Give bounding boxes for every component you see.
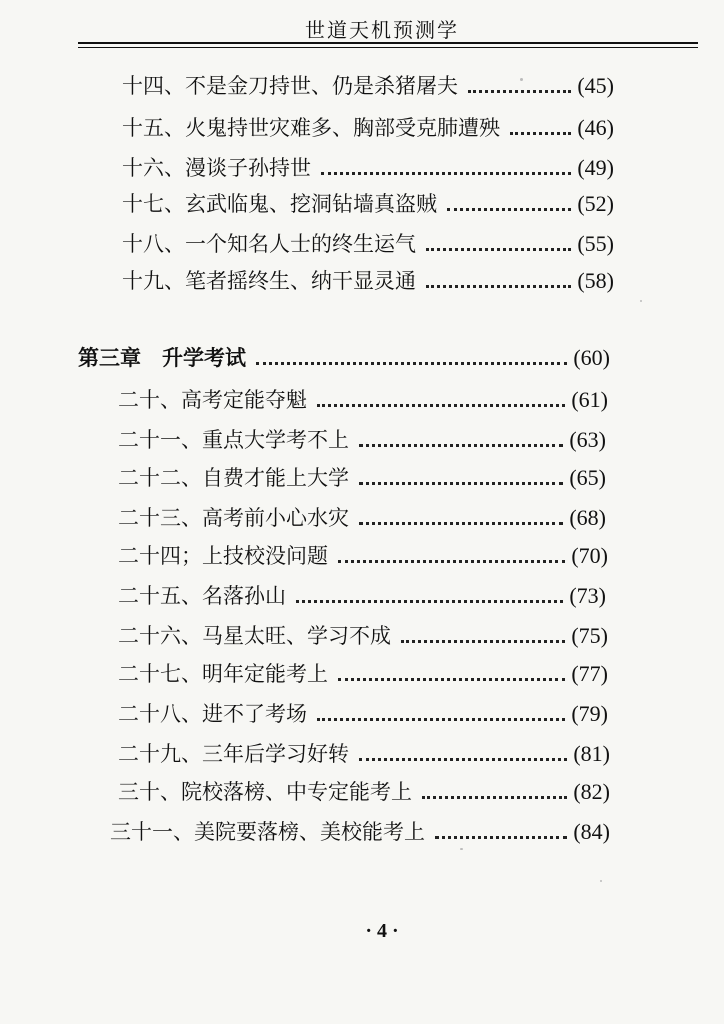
toc-entry-title: 二十二、自费才能上大学 <box>118 466 349 490</box>
toc-entry-page: (77) <box>571 661 608 686</box>
toc-entry-title: 二十五、名落孙山 <box>118 584 286 608</box>
dot-leader <box>426 248 571 251</box>
toc-entry-page: (63) <box>569 427 606 452</box>
scan-speck <box>520 78 523 81</box>
toc-entry-page: (81) <box>573 741 610 766</box>
toc-entry <box>118 776 610 806</box>
dot-leader <box>359 522 563 525</box>
header-rule-thick <box>78 42 698 44</box>
toc-entry-title: 二十四；上技校没问题 <box>118 544 328 568</box>
toc-entry-page: (61) <box>571 387 608 412</box>
scan-speck <box>600 880 602 882</box>
toc-entry-page: (65) <box>569 465 606 490</box>
toc-entry-page: (75) <box>571 623 608 648</box>
dot-leader <box>338 678 565 681</box>
toc-entry <box>118 580 606 610</box>
dot-leader <box>317 718 565 721</box>
toc-entry-page: (45) <box>577 73 614 98</box>
toc-entry <box>122 112 614 142</box>
toc-entry <box>118 620 608 650</box>
dot-leader <box>401 640 565 643</box>
toc-entry-title: 十九、笔者摇终生、纳干显灵通 <box>122 269 416 293</box>
toc-entry-page: (52) <box>577 191 614 216</box>
dot-leader <box>338 560 565 563</box>
toc-entry-title: 二十一、重点大学考不上 <box>118 428 349 452</box>
dot-leader <box>510 132 571 135</box>
dot-leader <box>359 482 563 485</box>
dot-leader <box>435 836 567 839</box>
dot-leader <box>321 172 571 175</box>
dot-leader <box>359 444 563 447</box>
toc-entry <box>118 384 608 414</box>
dot-leader <box>422 796 567 799</box>
toc-entry-title: 三十、院校落榜、中专定能考上 <box>118 780 412 804</box>
toc-entry <box>122 265 614 295</box>
toc-entry-title: 二十七、明年定能考上 <box>118 662 328 686</box>
toc-entry-page: (58) <box>577 268 614 293</box>
dot-leader <box>426 285 571 288</box>
toc-entry-page: (70) <box>571 543 608 568</box>
toc-entry-page: (84) <box>573 819 610 844</box>
toc-entry-page: (55) <box>577 231 614 256</box>
toc-entry-page: (49) <box>577 155 614 180</box>
dot-leader <box>296 600 563 603</box>
toc-entry-page: (82) <box>573 779 610 804</box>
toc-entry-page: (68) <box>569 505 606 530</box>
chapter-heading <box>78 342 610 372</box>
toc-entry-title: 二十六、马星太旺、学习不成 <box>118 624 391 648</box>
toc-entry-title: 十七、玄武临鬼、挖洞钻墙真盗贼 <box>122 192 437 216</box>
toc-entry-page: (46) <box>577 115 614 140</box>
header-rule-thin <box>78 47 698 48</box>
toc-entry <box>118 502 606 532</box>
toc-entry <box>122 228 614 258</box>
dot-leader <box>359 758 567 761</box>
toc-entry-page: (79) <box>571 701 608 726</box>
toc-entry <box>118 424 606 454</box>
toc-entry <box>122 188 614 218</box>
dot-leader <box>447 208 571 211</box>
toc-entry-title: 二十九、三年后学习好转 <box>118 742 349 766</box>
toc-entry <box>118 658 608 688</box>
toc-entry-page: (73) <box>569 583 606 608</box>
toc-entry-title: 十五、火鬼持世灾难多、胸部受克肺遭殃 <box>122 116 500 140</box>
toc-entry <box>118 540 608 570</box>
toc-entry <box>118 462 606 492</box>
toc-entry <box>118 698 608 728</box>
toc-entry-title: 二十八、进不了考场 <box>118 702 307 726</box>
running-header: 世道天机预测学 <box>305 18 459 42</box>
toc-entry-title: 十六、漫谈子孙持世 <box>122 156 311 180</box>
page-number: · 4 · <box>365 920 399 942</box>
scan-speck <box>640 300 642 302</box>
chapter-title: 第三章 升学考试 <box>78 345 246 370</box>
dot-leader <box>256 362 567 365</box>
toc-entry <box>118 738 610 768</box>
toc-entry-title: 二十、高考定能夺魁 <box>118 388 307 412</box>
toc-entry <box>110 816 610 846</box>
chapter-page: (60) <box>573 345 610 370</box>
toc-entry-title: 十八、一个知名人士的终生运气 <box>122 232 416 256</box>
scan-speck <box>460 848 463 850</box>
toc-entry-title: 十四、不是金刀持世、仍是杀猪屠夫 <box>122 74 458 98</box>
toc-entry-title: 三十一、美院要落榜、美校能考上 <box>110 820 425 844</box>
dot-leader <box>468 90 571 93</box>
dot-leader <box>317 404 565 407</box>
toc-entry <box>122 70 614 100</box>
toc-entry <box>122 152 614 182</box>
toc-entry-title: 二十三、高考前小心水灾 <box>118 506 349 530</box>
